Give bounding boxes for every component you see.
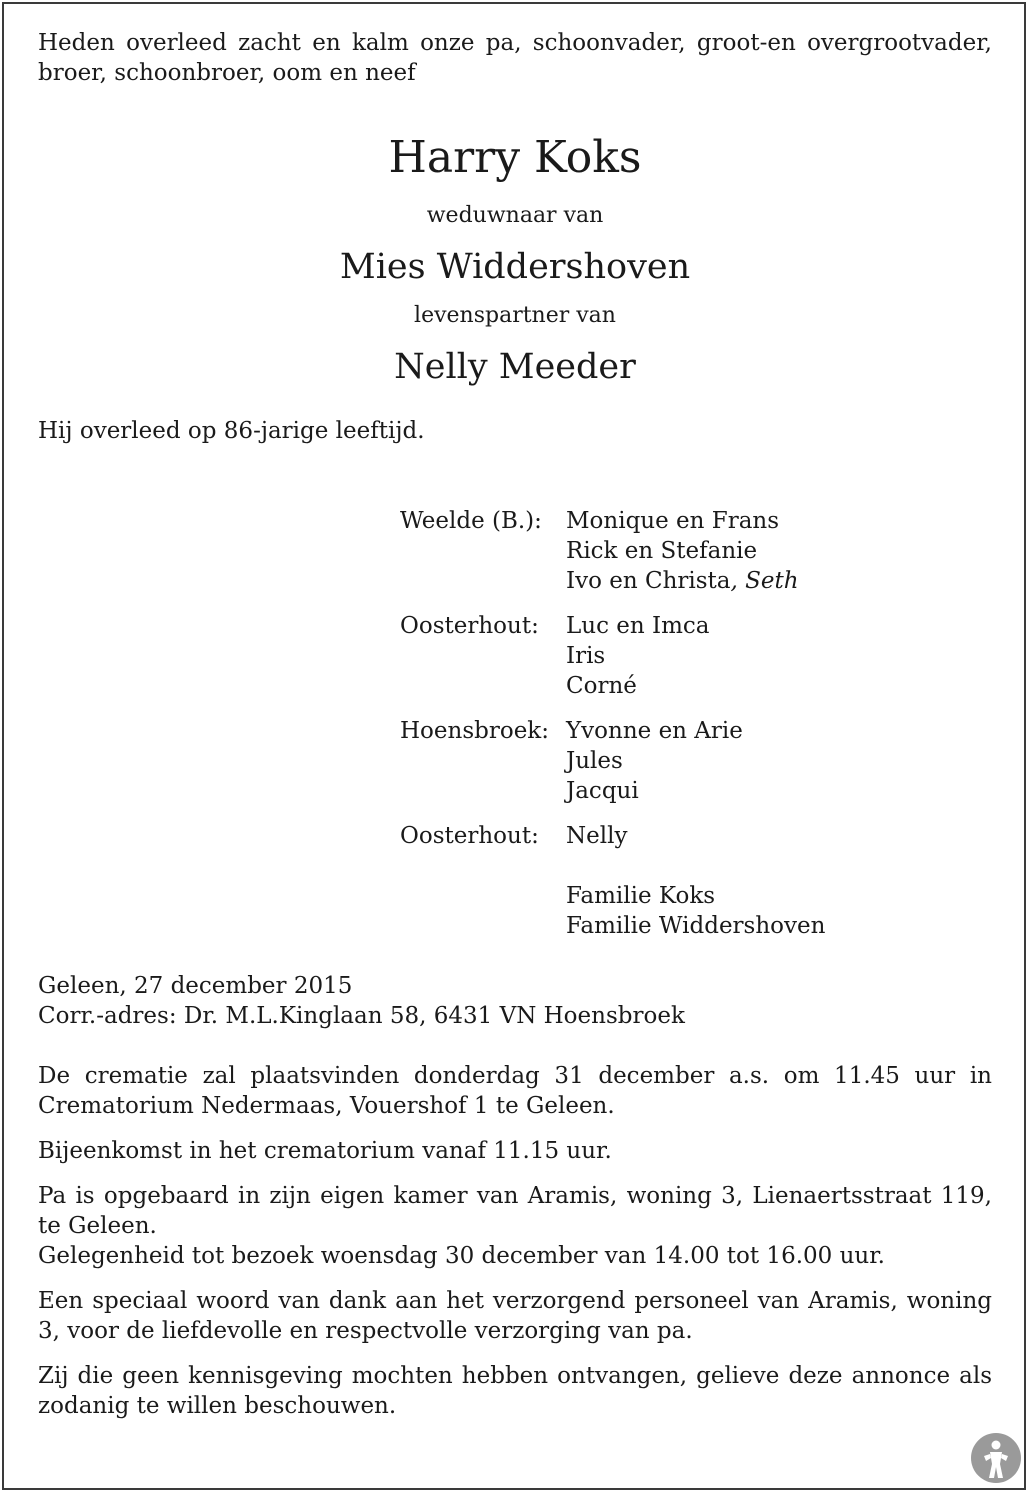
family-member: Familie Widdershoven [566, 913, 826, 939]
partner-name: Nelly Meeder [394, 347, 636, 387]
family-place [400, 881, 566, 941]
family-member: Jules [566, 748, 623, 774]
partner-label: levenspartner van [414, 303, 616, 328]
gathering-info: Bijeenkomst in het crematorium vanaf 11.15 uur. [38, 1138, 612, 1164]
laid-out-info: Pa is opgebaard in zijn eigen kamer van Aramis, woning 3, Lienaertsstraat 119, te Geleen. [38, 1183, 992, 1239]
correspondence-address: Corr.-adres: Dr. M.L.Kinglaan 58, 6431 VN Hoensbroek [38, 1003, 685, 1029]
family-member: Iris [566, 643, 606, 669]
spouse-name: Mies Widdershoven [339, 247, 691, 287]
place-date: Geleen, 27 december 2015 [38, 973, 353, 999]
family-list [400, 506, 992, 941]
family-member-child: , Seth [730, 568, 799, 594]
thanks-text: Een speciaal woord van dank aan het verzorgend personeel van Aramis, woning 3, voor de liefdevolle en respectvolle verzorging van pa. [38, 1288, 992, 1344]
family-group [400, 611, 992, 701]
family-group [400, 716, 992, 806]
family-member: Monique en Frans [566, 508, 780, 534]
family-member: Yvonne en Arie [566, 718, 743, 744]
visit-info: Gelegenheid tot bezoek woensdag 30 december van 14.00 tot 16.00 uur. [38, 1243, 885, 1269]
family-group [400, 881, 992, 941]
widower-label: weduwnaar van [426, 203, 604, 228]
family-place: Hoensbroek: [400, 718, 549, 744]
cremation-info: De crematie zal plaatsvinden donderdag 31 december a.s. om 11.45 uur in Crematorium Nedermaas, Vouershof 1 te Geleen. [38, 1063, 992, 1119]
obituary-text [38, 28, 992, 1421]
family-member: Luc en Imca [566, 613, 710, 639]
closing-text: Zij die geen kennisgeving mochten hebben ontvangen, gelieve deze annonce als zodanig te willen beschouwen. [38, 1363, 992, 1419]
family-member: Corné [566, 673, 637, 699]
family-place: Oosterhout: [400, 823, 539, 849]
family-group [400, 506, 992, 596]
family-member: Nelly [566, 823, 628, 849]
memorial-figure-icon [970, 1432, 1022, 1484]
family-member: Ivo en Christa [566, 568, 731, 594]
family-place: Oosterhout: [400, 613, 539, 639]
deceased-name: Harry Koks [388, 132, 642, 183]
family-member: Rick en Stefanie [566, 538, 758, 564]
family-member: Jacqui [566, 778, 639, 804]
family-member: Familie Koks [566, 883, 716, 909]
family-group [400, 821, 992, 851]
intro-text: Heden overleed zacht en kalm onze pa, schoonvader, groot-en overgrootvader, broer, schoonbroer, oom en neef [38, 30, 992, 86]
age-line: Hij overleed op 86-jarige leeftijd. [38, 418, 425, 444]
family-place: Weelde (B.): [400, 508, 542, 534]
